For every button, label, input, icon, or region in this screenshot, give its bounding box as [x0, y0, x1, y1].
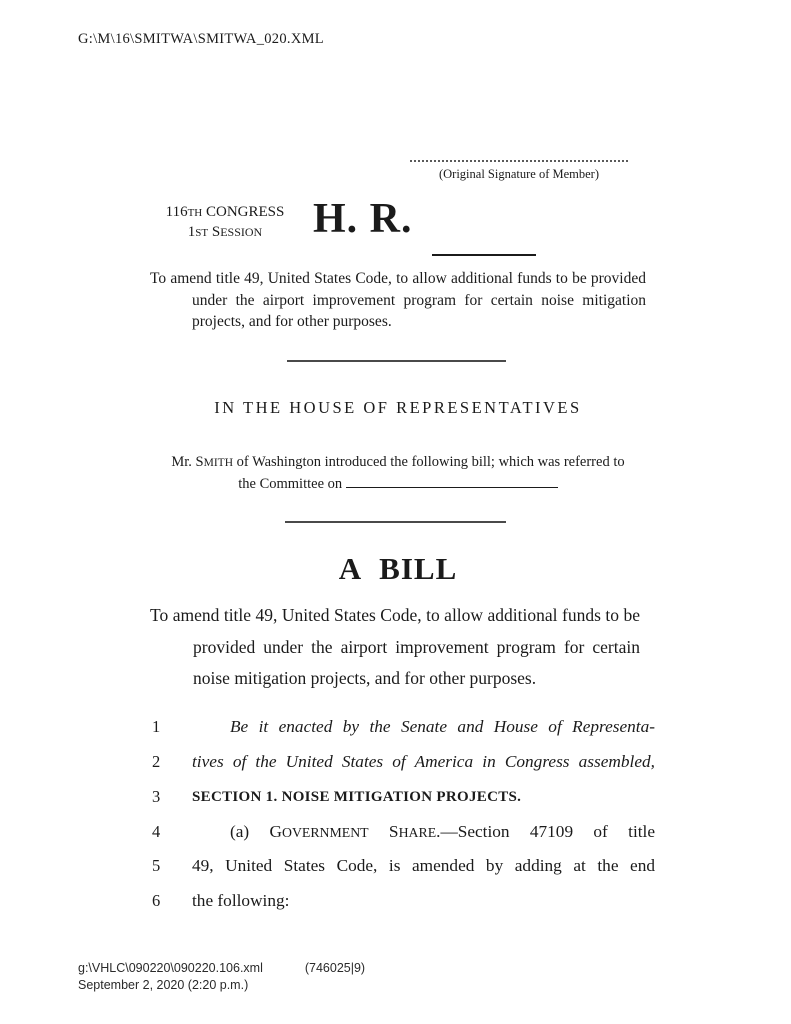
line-text: (a) GOVERNMENT SHARE.—Section 47109 of title	[230, 821, 656, 841]
body-line	[150, 710, 655, 745]
bill-body	[150, 710, 655, 919]
line-number: 3	[152, 786, 161, 806]
body-line	[150, 745, 655, 780]
line-number: 5	[152, 856, 161, 876]
section-divider-rule	[285, 521, 506, 523]
a-bill-heading: A BILL	[338, 551, 458, 586]
bill-number-blank	[432, 254, 536, 256]
section-divider-rule	[287, 360, 506, 362]
line-text: Be it enacted by the Senate and House of Representa-	[230, 717, 655, 736]
xml-file-path: G:\M\16\SMITWA\SMITWA_020.XML	[78, 31, 324, 47]
bill-number-line	[313, 198, 413, 240]
body-line	[150, 884, 655, 919]
introduction-line-2: the Committee on	[158, 473, 638, 494]
congress-session-block	[150, 203, 300, 242]
bill-number-prefix: H. R.	[313, 196, 413, 242]
body-line	[150, 849, 655, 884]
signature-caption: (Original Signature of Member)	[438, 167, 600, 181]
body-line	[150, 815, 655, 850]
congress-line: 116TH CONGRESS	[165, 204, 285, 220]
line-text: the following:	[192, 891, 290, 911]
footer-file-path: g:\VHLC\090220\090220.106.xml	[78, 961, 263, 975]
body-line	[150, 780, 655, 815]
signature-block	[410, 150, 628, 182]
line-text: 49, United States Code, is amended by adding at the end	[192, 856, 655, 876]
session-line: 1ST SESSION	[187, 223, 263, 240]
official-long-title: To amend title 49, United States Code, to allow additional funds to be provided under the airport improvement program for certain noise mitigation projects, and for other purposes.	[150, 270, 646, 330]
introduction-paragraph	[158, 452, 638, 494]
line-number: 6	[152, 891, 161, 911]
committee-blank-line	[346, 473, 558, 488]
footer-doc-id: (746025|9)	[304, 961, 366, 975]
line-number: 1	[152, 717, 161, 736]
line-text: tives of the United States of America in Congress assembled,	[192, 751, 655, 771]
line-number: 2	[152, 751, 161, 771]
signature-dotted-line	[410, 150, 628, 162]
footer	[78, 960, 365, 993]
line-text: SECTION 1. NOISE MITIGATION PROJECTS.	[192, 788, 522, 805]
bill-long-title: To amend title 49, United States Code, to allow additional funds to be provided under the airport improvement program for certain noise mitigation projects, and for other purposes.	[150, 605, 640, 688]
footer-line-1	[78, 960, 365, 977]
introduction-line-1: Mr. SMITH of Washington introduced the following bill; which was referred to	[171, 454, 625, 470]
footer-date: September 2, 2020 (2:20 p.m.)	[78, 977, 249, 992]
chamber-heading: IN THE HOUSE OF REPRESENTATIVES	[214, 398, 582, 417]
line-number: 4	[152, 821, 161, 841]
